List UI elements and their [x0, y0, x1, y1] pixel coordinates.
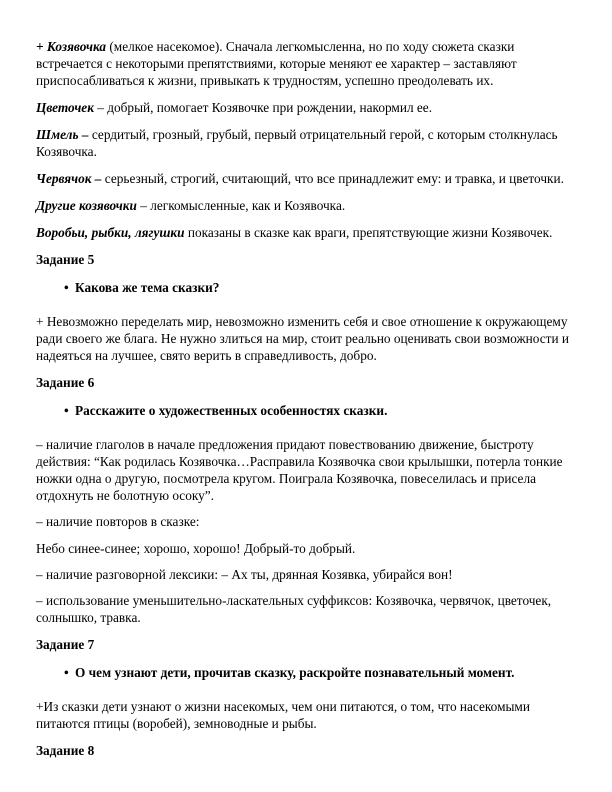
character-name: + Козявочка: [36, 39, 107, 54]
task-6-answer-3: Небо синее-синее; хорошо, хорошо! Добрый-то добрый.: [36, 541, 356, 556]
character-description: (мелкое насекомое). Сначала легкомысленна, но по ходу сюжета сказки встречается с некоторыми препятствиями, которые меняют ее характер – заставляют приспосабливаться к жизни, привыкать к трудностям, успешно преодолевать их.: [36, 39, 517, 88]
document-page: [36, 38, 576, 770]
character-description: – легкомысленные, как и Козявочка.: [136, 198, 346, 213]
character-name: Цветочек: [36, 100, 94, 115]
character-description: – добрый, помогает Козявочке при рождении, накормил ее.: [93, 100, 433, 115]
task-7-answer: +Из сказки дети узнают о жизни насекомых, чем они питаются, о том, что насекомыми питаются птицы (воробей), земноводные и рыбы.: [36, 699, 530, 731]
character-name: Червячок –: [36, 171, 102, 186]
task-6-answer-1: – наличие глаголов в начале предложения придают повествованию движение, быстроту действия: “Как родилась Козявочка…Расправила Козявочка свои крылышки, потерла тонкие ножки одна о другую, посмотрела кругом. Поиграла Козявочка, повеселилась и присела отдохнуть не болотную осоку”.: [36, 437, 563, 503]
character-shmel: [36, 126, 576, 160]
character-tsvetochek: [36, 99, 576, 116]
bullet-icon: •: [64, 280, 69, 295]
task-7-heading: Задание 7: [36, 637, 95, 652]
task-5-question: [36, 279, 576, 296]
task-6-heading: Задание 6: [36, 375, 95, 390]
task-6-answer-5: – использование уменьшительно-ласкательных суффиксов: Козявочка, червячок, цветочек, солнышко, травка.: [36, 593, 552, 625]
character-description: серьезный, строгий, считающий, что все принадлежит ему: и травка, и цветочки.: [101, 171, 564, 186]
character-name: Шмель –: [36, 127, 89, 142]
character-other-kozyavochki: [36, 197, 576, 214]
task-7-question: [36, 664, 576, 681]
character-name: Воробьи, рыбки, лягушки: [36, 225, 185, 240]
task-6-question: [36, 402, 576, 419]
character-enemies: [36, 224, 576, 241]
character-description: сердитый, грозный, грубый, первый отрицательный герой, с которым столкнулась Козявочка.: [36, 127, 558, 159]
character-description: показаны в сказке как враги, препятствующие жизни Козявочек.: [184, 225, 553, 240]
task-6-answer-2: – наличие повторов в сказке:: [36, 514, 200, 529]
character-chervyachok: [36, 170, 576, 187]
character-kozyavochka: [36, 38, 576, 89]
bullet-icon: •: [64, 665, 69, 680]
task-5-question-text: Какова же тема сказки?: [75, 280, 220, 295]
character-name: Другие козявочки: [36, 198, 137, 213]
bullet-icon: •: [64, 403, 69, 418]
task-8-heading: Задание 8: [36, 743, 95, 758]
task-5-answer: + Невозможно переделать мир, невозможно изменить себя и свое отношение к окружающему ради своего же блага. Не нужно злиться на мир, стоит реально оценивать свои возможности и надеяться на лучшее, свято верить в справедливость, добро.: [36, 314, 570, 363]
task-6-answer-4: – наличие разговорной лексики: – Ах ты, дрянная Козявка, убирайся вон!: [36, 567, 453, 582]
task-6-question-text: Расскажите о художественных особенностях сказки.: [75, 403, 388, 418]
task-7-question-text: О чем узнают дети, прочитав сказку, раскройте познавательный момент.: [75, 665, 515, 680]
task-5-heading: Задание 5: [36, 252, 95, 267]
